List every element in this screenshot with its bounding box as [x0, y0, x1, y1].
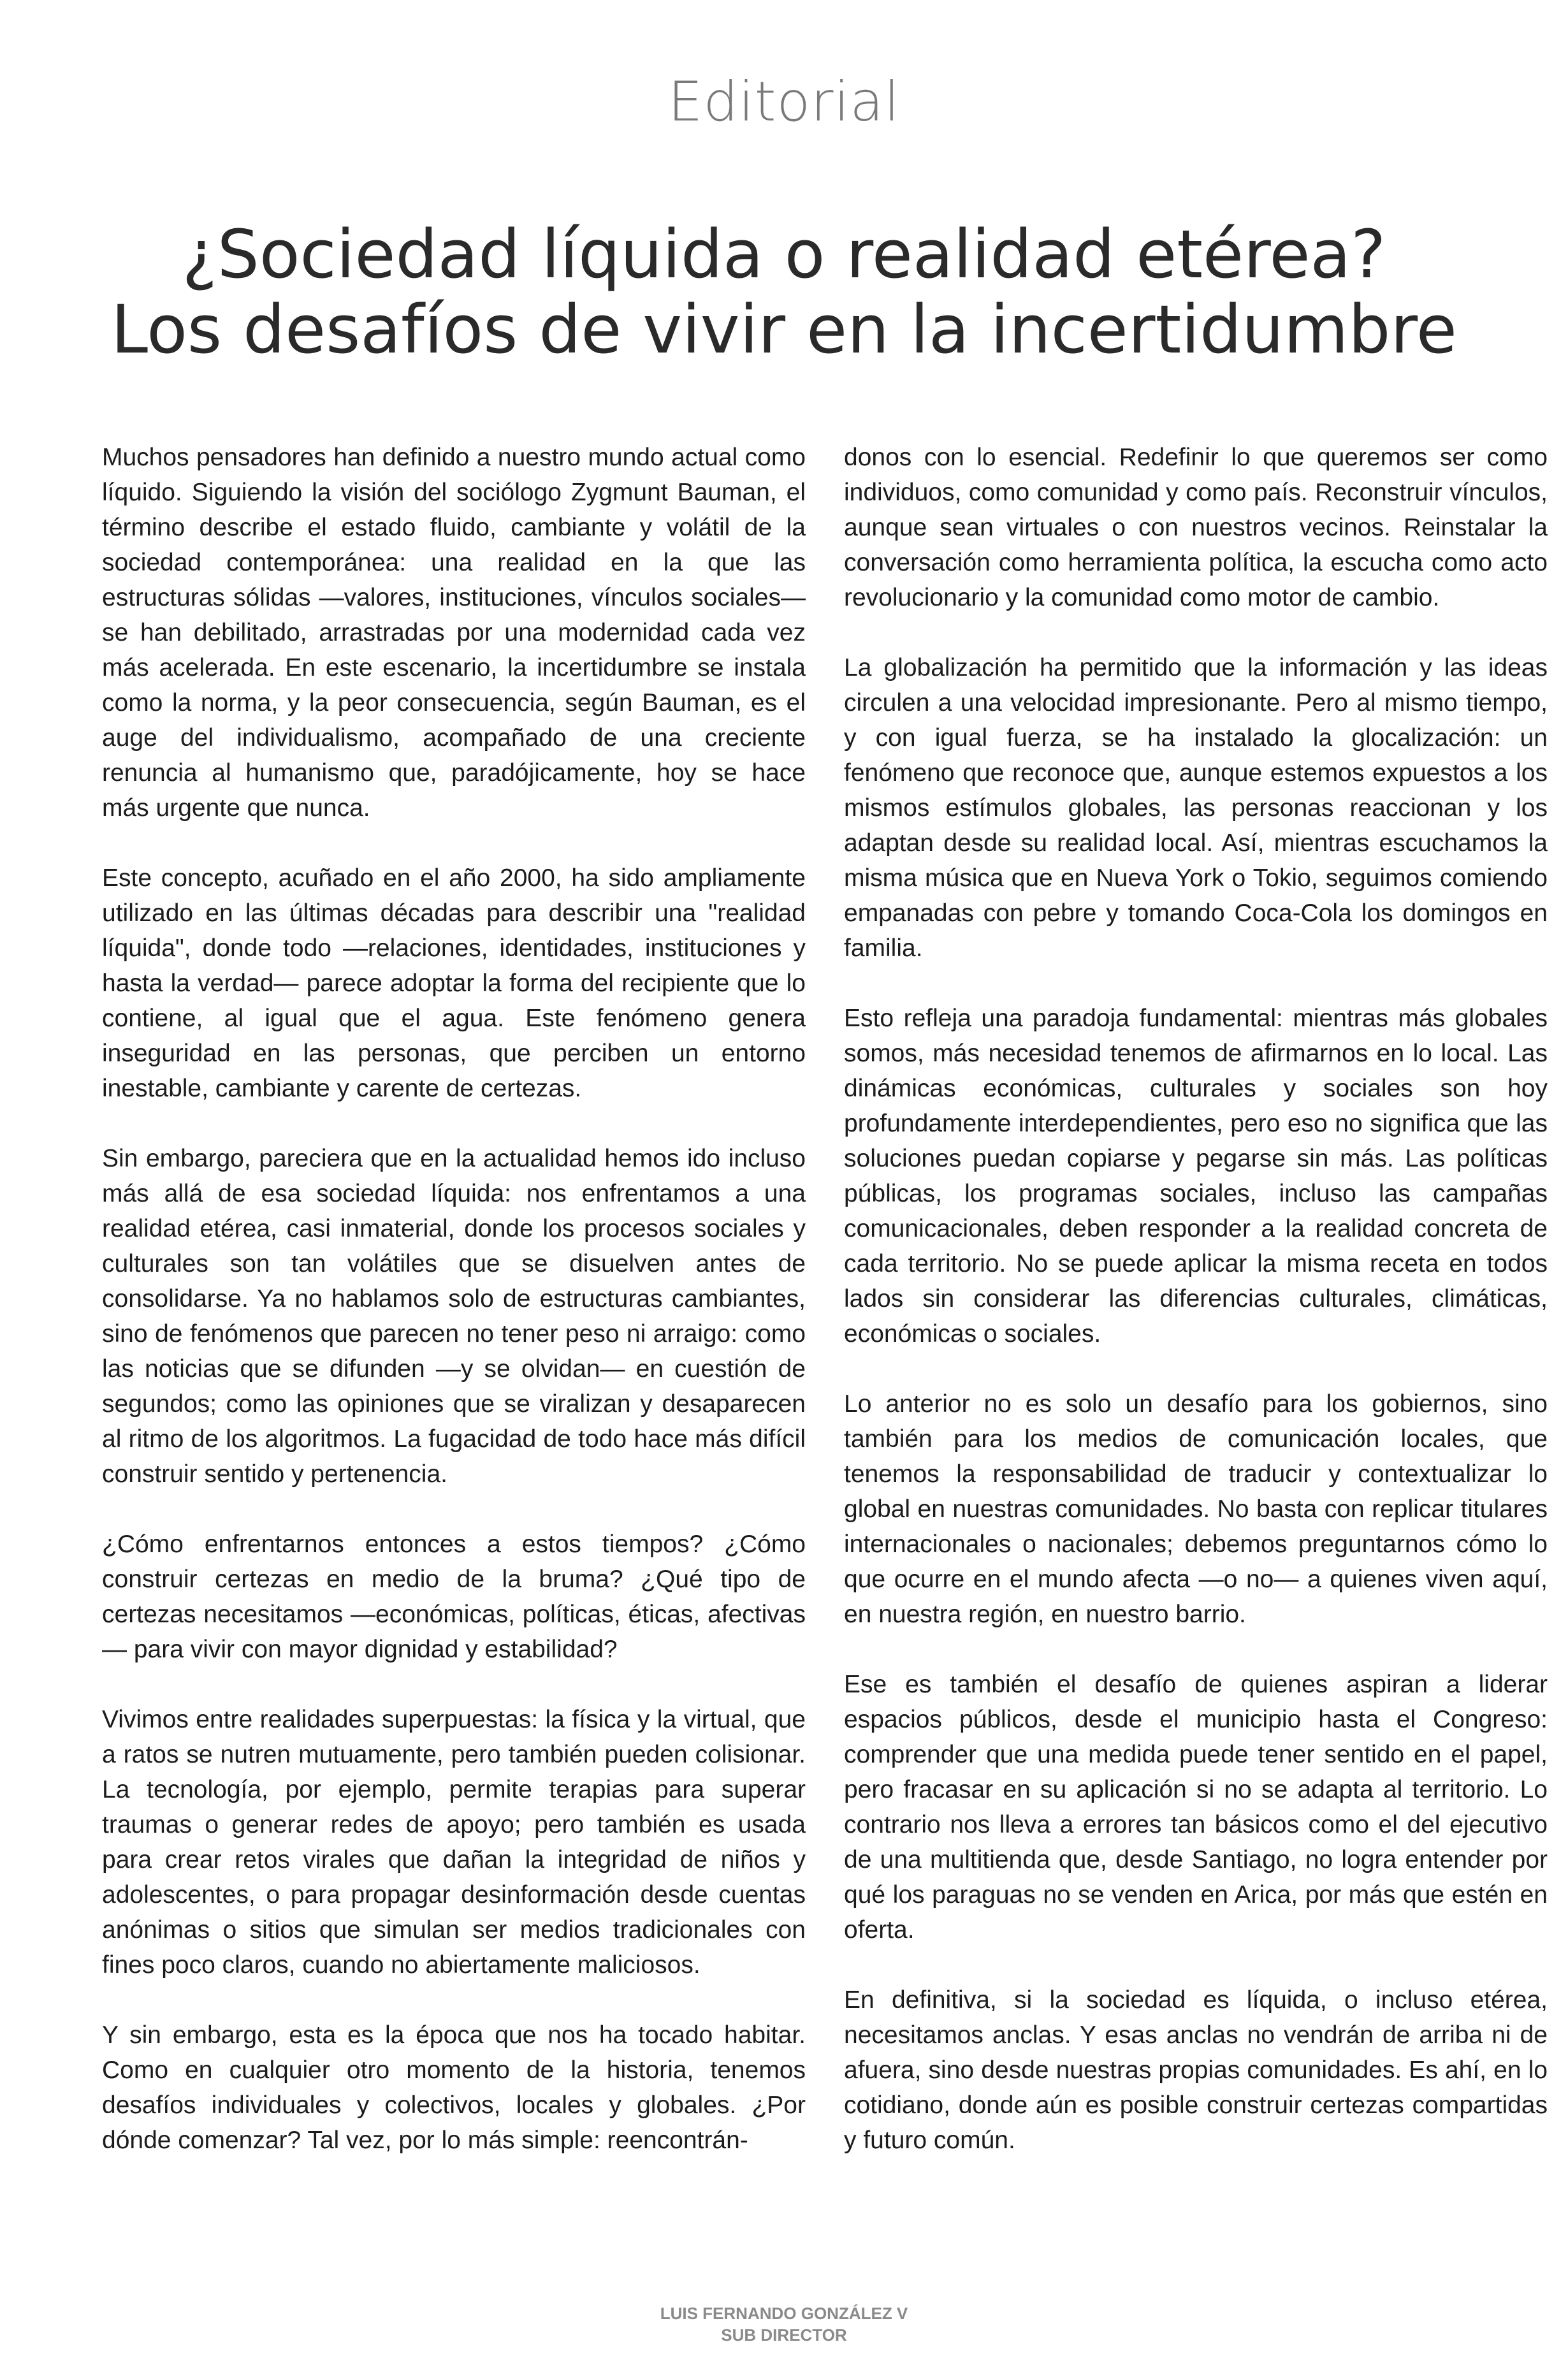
left-column: [102, 440, 806, 2158]
paragraph: Este concepto, acuñado en el año 2000, ha sido ampliamente utilizado en las últimas décadas para describir una "realidad líquida", donde todo —relaciones, identidades, instituciones y hasta la verdad— parece adoptar la forma del recipiente que lo contiene, al igual que el agua. Este fenómeno genera inseguridad en las personas, que perciben un entorno inestable, cambiante y carente de certezas.: [102, 864, 806, 1102]
paragraph: Muchos pensadores han definido a nuestro mundo actual como líquido. Siguiendo la visión del sociólogo Zygmunt Bauman, el término describe el estado fluido, cambiante y volátil de la sociedad contemporánea: una realidad en la que las estructuras sólidas —valores, instituciones, vínculos sociales— se han debilitado, arrastradas por una modernidad cada vez más acelerada. En este escenario, la incertidumbre se instala como la norma, y la peor consecuencia, según Bauman, es el auge del individualismo, acompañado de una creciente renuncia al humanismo que, paradójicamente, hoy se hace más urgente que nunca.: [102, 444, 806, 822]
author-role: SUB DIRECTOR: [721, 2325, 847, 2345]
paragraph: Esto refleja una paradoja fundamental: mientras más globales somos, más necesidad tenemos de afirmarnos en lo local. Las dinámicas económicas, culturales y sociales son hoy profundamente interdependientes, pero eso no significa que las soluciones puedan copiarse y pegarse sin más. Las políticas públicas, los programas sociales, incluso las campañas comunicacionales, deben responder a la realidad concreta de cada territorio. No se puede aplicar la misma receta en todos lados sin considerar las diferencias culturales, climáticas, económicas o sociales.: [844, 1005, 1548, 1348]
paragraph: Y sin embargo, esta es la época que nos ha tocado habitar. Como en cualquier otro momento de la historia, tenemos desafíos individuales y colectivos, locales y globales. ¿Por dónde comenzar? Tal vez, por lo más simple: reencontrán-: [102, 2021, 806, 2154]
section-label: Editorial: [667, 70, 900, 134]
author-name: LUIS FERNANDO GONZÁLEZ V: [660, 2304, 908, 2323]
byline: [0, 2303, 1568, 2346]
paragraph: En definitiva, si la sociedad es líquida, o incluso etérea, necesitamos anclas. Y esas anclas no vendrán de arriba ni de afuera, sino desde nuestras propias comunidades. Es ahí, en lo cotidiano, donde aún es posible construir certezas compartidas y futuro común.: [844, 1986, 1548, 2154]
title-line-2: Los desafíos de vivir en la incertidumbre: [111, 291, 1457, 368]
paragraph: La globalización ha permitido que la información y las ideas circulen a una velocidad impresionante. Pero al mismo tiempo, y con igual fuerza, se ha instalado la glocalización: un fenómeno que reconoce que, aunque estemos expuestos a los mismos estímulos globales, las personas reaccionan y los adaptan desde su realidad local. Así, mientras escuchamos la misma música que en Nueva York o Tokio, seguimos comiendo empanadas con pebre y tomando Coca-Cola los domingos en familia.: [844, 654, 1548, 962]
paragraph: Sin embargo, pareciera que en la actualidad hemos ido incluso más allá de esa sociedad líquida: nos enfrentamos a una realidad etérea, casi inmaterial, donde los procesos sociales y culturales son tan volátiles que se disuelven antes de consolidarse. Ya no hablamos solo de estructuras cambiantes, sino de fenómenos que parecen no tener peso ni arraigo: como las noticias que se difunden —y se olvidan— en cuestión de segundos; como las opiniones que se viralizan y desaparecen al ritmo de los algoritmos. La fugacidad de todo hace más difícil construir sentido y pertenencia.: [102, 1145, 806, 1488]
paragraph: Ese es también el desafío de quienes aspiran a liderar espacios públicos, desde el municipio hasta el Congreso: comprender que una medida puede tener sentido en el papel, pero fracasar en su aplicación si no se adapta al territorio. Lo contrario nos lleva a errores tan básicos como el del ejecutivo de una multitienda que, desde Santiago, no logra entender por qué los paraguas no se venden en Arica, por más que estén en oferta.: [844, 1671, 1548, 1944]
article-title: [102, 217, 1466, 367]
right-column: [844, 440, 1548, 2158]
paragraph: Vivimos entre realidades superpuestas: la física y la virtual, que a ratos se nutren mutuamente, pero también pueden colisionar. La tecnología, por ejemplo, permite terapias para superar traumas o generar redes de apoyo; pero también es usada para crear retos virales que dañan la integridad de niños y adolescentes, o para propagar desinformación desde cuentas anónimas o sitios que simulan ser medios tradicionales con fines poco claros, cuando no abiertamente maliciosos.: [102, 1706, 806, 1979]
title-line-1: ¿Sociedad líquida o realidad etérea?: [182, 215, 1386, 293]
paragraph: donos con lo esencial. Redefinir lo que queremos ser como individuos, como comunidad y como país. Reconstruir vínculos, aunque sean virtuales o con nuestros vecinos. Reinstalar la conversación como herramienta política, la escucha como acto revolucionario y la comunidad como motor de cambio.: [844, 444, 1548, 611]
paragraph: Lo anterior no es solo un desafío para los gobiernos, sino también para los medios de comunicación locales, que tenemos la responsabilidad de traducir y contextualizar lo global en nuestras comunidades. No basta con replicar titulares internacionales o nacionales; debemos preguntarnos cómo lo que ocurre en el mundo afecta —o no— a quienes viven aquí, en nuestra región, en nuestro barrio.: [844, 1390, 1548, 1628]
article-body: [102, 440, 1548, 2276]
paragraph: ¿Cómo enfrentarnos entonces a estos tiempos? ¿Cómo construir certezas en medio de la bruma? ¿Qué tipo de certezas necesitamos —económicas, políticas, éticas, afectivas— para vivir con mayor dignidad y estabilidad?: [102, 1531, 806, 1663]
